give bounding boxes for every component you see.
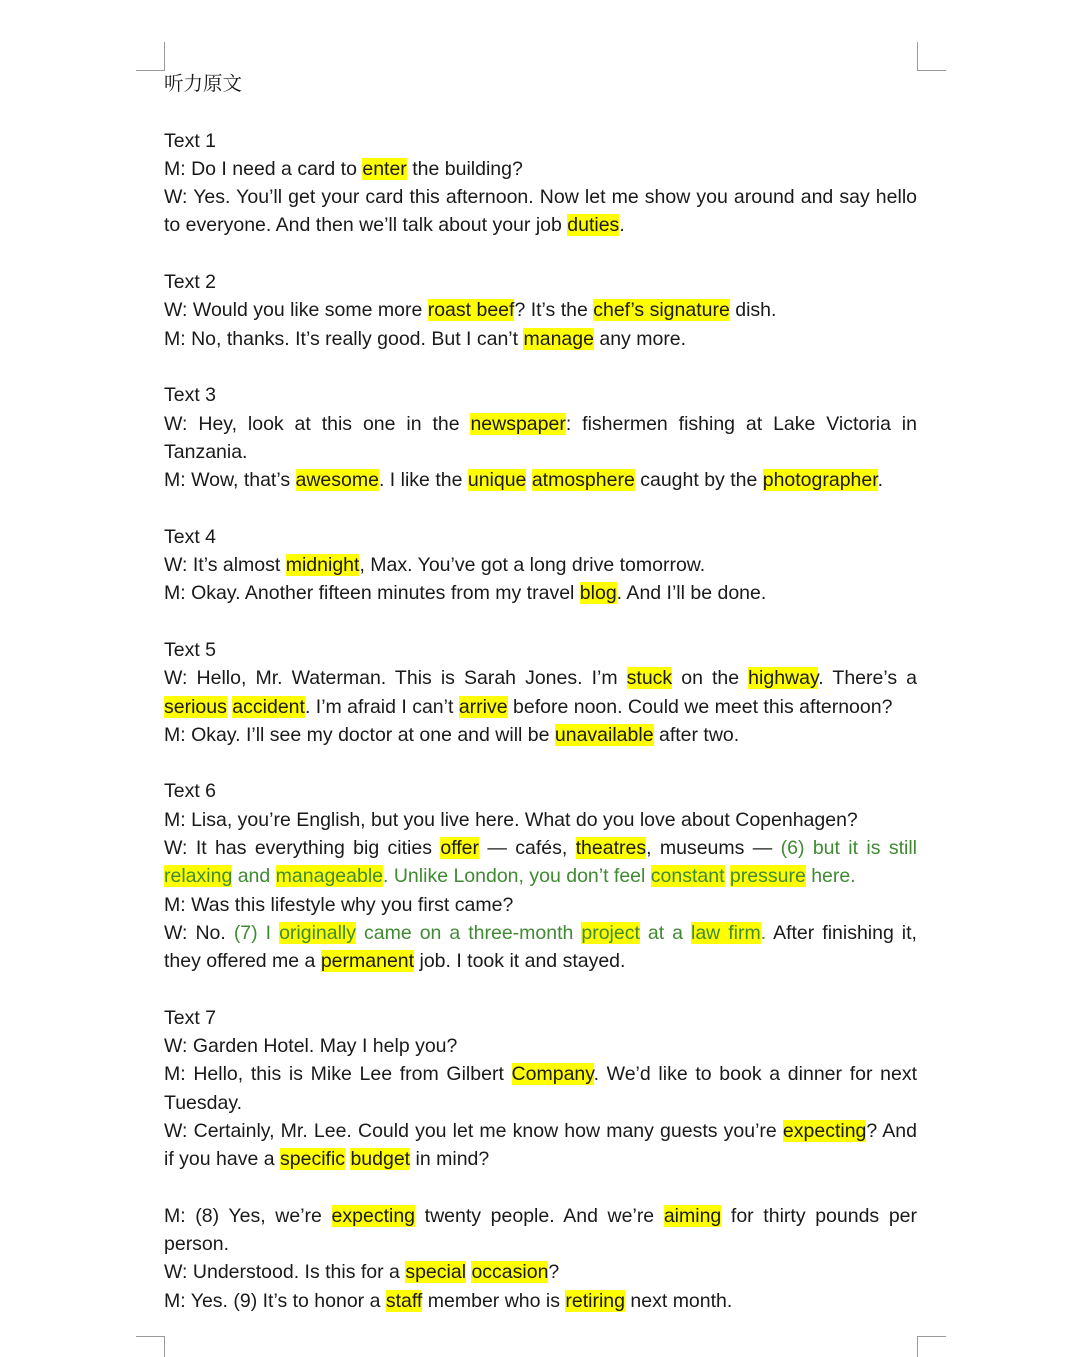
page-corner-mark-top-right xyxy=(917,42,946,71)
highlighted-word: newspaper xyxy=(470,412,566,435)
dialogue-line xyxy=(164,410,917,467)
section-title: Text 6 xyxy=(164,780,217,803)
highlighted-word: manage xyxy=(523,327,594,350)
line-text: . xyxy=(619,214,625,237)
line-text: W: No. xyxy=(164,921,234,944)
dialogue-line xyxy=(164,919,917,976)
line-text: the building? xyxy=(406,157,523,180)
line-text: : fishermen fishing at Lake Victoria in Tanzania. xyxy=(164,412,917,463)
highlighted-word: expecting xyxy=(331,1204,416,1227)
highlighted-word: retiring xyxy=(565,1289,625,1312)
line-text: next month. xyxy=(625,1289,733,1312)
line-text: M: Yes. (9) It’s to honor a xyxy=(164,1289,386,1312)
dialogue-line xyxy=(164,1117,917,1174)
line-text: W: It has everything big cities xyxy=(164,837,441,860)
highlighted-answer-word: project xyxy=(581,921,640,944)
dialogue-line xyxy=(164,1032,917,1060)
transcript-section xyxy=(164,1004,917,1174)
line-text: ? It’s the xyxy=(514,299,594,322)
line-text: M: Okay. I’ll see my doctor at one and will be xyxy=(164,723,555,746)
highlighted-answer-word: pressure xyxy=(729,865,806,888)
line-text: M: Wow, that’s xyxy=(164,469,296,492)
line-text: — cafés, xyxy=(479,837,576,860)
dialogue-line xyxy=(164,1060,917,1117)
section-title: Text 4 xyxy=(164,525,217,548)
dialogue-line xyxy=(164,806,917,834)
transcript-section xyxy=(164,777,917,975)
highlighted-word: expecting xyxy=(782,1119,867,1142)
dialogue-line xyxy=(164,296,917,324)
transcript-section xyxy=(164,1202,917,1315)
page-corner-mark-top-left xyxy=(136,42,165,71)
highlighted-word: occasion xyxy=(471,1261,549,1284)
highlighted-word: stuck xyxy=(626,667,673,690)
line-text: caught by the xyxy=(634,469,763,492)
highlighted-answer-word: law firm xyxy=(691,921,761,944)
section-title: Text 5 xyxy=(164,638,217,661)
line-text: ? xyxy=(548,1261,560,1284)
line-text: . I like the xyxy=(378,469,468,492)
dialogue-line xyxy=(164,325,917,353)
answer-text: (6) but it is still xyxy=(780,837,918,860)
highlighted-word: awesome xyxy=(295,469,379,492)
document-heading: 听力原文 xyxy=(164,73,243,95)
dialogue-line xyxy=(164,551,917,579)
dialogue-line xyxy=(164,1287,917,1315)
highlighted-word: special xyxy=(405,1261,467,1284)
answer-text: (7) I xyxy=(233,921,280,944)
highlighted-word: staff xyxy=(385,1289,423,1312)
line-text: any more. xyxy=(593,327,687,350)
line-text: M: Was this lifestyle why you first came? xyxy=(164,893,514,916)
page-corner-mark-bottom-left xyxy=(136,1336,165,1357)
line-text: on the xyxy=(672,667,749,690)
line-text: job. I took it and stayed. xyxy=(414,950,626,973)
dialogue-line xyxy=(164,466,917,494)
highlighted-word: blog xyxy=(579,582,617,605)
answer-text: at a xyxy=(639,921,691,944)
transcript-section xyxy=(164,268,917,353)
transcript-section xyxy=(164,636,917,749)
line-text: M: (8) Yes, we’re xyxy=(164,1204,332,1227)
highlighted-word: permanent xyxy=(320,950,415,973)
highlighted-word: photographer xyxy=(762,469,878,492)
line-text: W: Would you like some more xyxy=(164,299,428,322)
line-text: . xyxy=(877,469,884,492)
answer-text: . Unlike London, you don’t feel xyxy=(383,865,651,888)
line-text: W: Yes. You’ll get your card this afternoon. Now let me show you around and say hello to everyone. And then we’ll talk about your job xyxy=(164,186,917,237)
highlighted-word: midnight xyxy=(285,554,360,577)
dialogue-line xyxy=(164,721,917,749)
line-text xyxy=(526,469,531,491)
highlighted-word: serious xyxy=(164,695,227,718)
line-text: M: No, thanks. It’s really good. But I can’t xyxy=(164,327,524,350)
dialogue-line xyxy=(164,891,917,919)
dialogue-line xyxy=(164,664,917,721)
dialogue-line xyxy=(164,1202,917,1259)
highlighted-word: roast beef xyxy=(427,299,515,322)
highlighted-word: atmosphere xyxy=(531,469,635,492)
line-text: W: Hello, Mr. Waterman. This is Sarah Jones. I’m xyxy=(164,667,627,690)
highlighted-word: specific xyxy=(280,1148,346,1171)
section-title: Text 2 xyxy=(164,271,217,294)
line-text: before noon. Could we meet this afternoon? xyxy=(507,695,893,718)
dialogue-line xyxy=(164,1258,917,1286)
answer-text: . xyxy=(760,921,767,944)
line-text: in mind? xyxy=(410,1148,490,1171)
highlighted-word: arrive xyxy=(458,695,508,718)
line-text: W: Understood. Is this for a xyxy=(164,1261,406,1284)
line-text: After finishing it, they offered me a xyxy=(164,921,917,973)
highlighted-answer-word: manageable xyxy=(275,865,384,888)
line-text: , Max. You’ve got a long drive tomorrow. xyxy=(359,554,706,577)
line-text: M: Lisa, you’re English, but you live here. What do you love about Copenhagen? xyxy=(164,808,858,831)
line-text: W: Certainly, Mr. Lee. Could you let me know how many guests you’re xyxy=(164,1119,783,1142)
section-title: Text 3 xyxy=(164,384,217,407)
highlighted-word: highway xyxy=(748,667,819,690)
section-title: Text 7 xyxy=(164,1006,217,1029)
highlighted-answer-word: constant xyxy=(650,865,725,888)
highlighted-word: budget xyxy=(350,1148,411,1171)
transcript-section xyxy=(164,523,917,608)
line-text: ? And if you have a xyxy=(164,1119,917,1171)
line-text: . I’m afraid I can’t xyxy=(304,695,459,718)
dialogue-line xyxy=(164,579,917,607)
dialogue-line xyxy=(164,834,917,891)
line-text: for thirty pounds per person. xyxy=(164,1204,918,1256)
answer-text: here. xyxy=(805,865,856,888)
line-text: twenty people. And we’re xyxy=(415,1204,664,1227)
highlighted-word: Company xyxy=(511,1063,594,1086)
highlighted-answer-word: originally xyxy=(279,921,357,944)
transcript-section xyxy=(164,127,917,240)
line-text: M: Do I need a card to xyxy=(164,157,363,180)
document-page xyxy=(164,70,917,1343)
transcript-section xyxy=(164,381,917,494)
transcript-sections xyxy=(164,127,917,1315)
line-text: M: Hello, this is Mike Lee from Gilbert xyxy=(164,1063,512,1086)
highlighted-word: chef’s signature xyxy=(593,299,730,322)
highlighted-answer-word: relaxing xyxy=(164,865,233,888)
highlighted-word: theatres xyxy=(575,837,647,860)
line-text: W: Hey, look at this one in the xyxy=(164,412,471,435)
highlighted-word: unavailable xyxy=(554,723,654,746)
highlighted-word: duties xyxy=(567,214,620,237)
line-text: dish. xyxy=(729,299,777,322)
highlighted-word: aiming xyxy=(663,1204,722,1227)
highlighted-word: enter xyxy=(362,157,407,180)
answer-text: and xyxy=(232,865,276,888)
line-text: after two. xyxy=(653,723,740,746)
line-text: M: Okay. Another fifteen minutes from my travel xyxy=(164,582,580,605)
answer-text: came on a three-month xyxy=(356,921,582,944)
highlighted-word: accident xyxy=(232,695,305,718)
line-text: , museums — xyxy=(646,837,781,860)
dialogue-line xyxy=(164,183,917,240)
section-title: Text 1 xyxy=(164,129,217,152)
line-text: W: Garden Hotel. May I help you? xyxy=(164,1035,458,1058)
line-text: . We’d like to book a dinner for next Tuesday. xyxy=(164,1063,917,1114)
line-text: . And I’ll be done. xyxy=(616,582,767,605)
line-text: member who is xyxy=(422,1289,566,1312)
line-text: W: It’s almost xyxy=(164,554,286,577)
dialogue-line xyxy=(164,155,917,183)
highlighted-word: unique xyxy=(467,469,527,492)
highlighted-word: offer xyxy=(440,837,480,860)
line-text: . There’s a xyxy=(818,667,917,690)
page-corner-mark-bottom-right xyxy=(917,1336,946,1357)
